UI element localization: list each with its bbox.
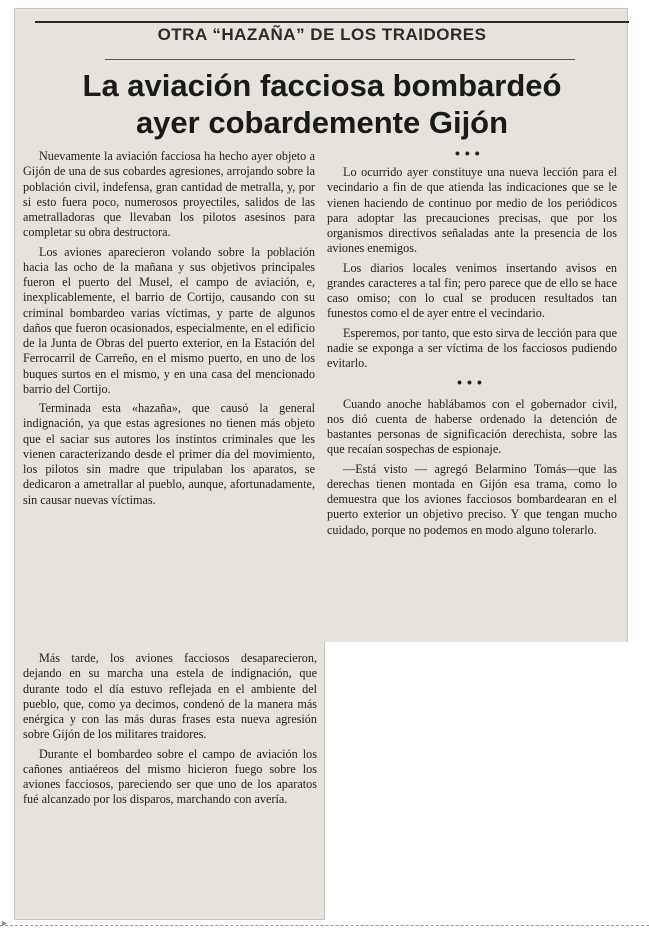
newspaper-clipping-bottom <box>14 641 325 920</box>
main-headline <box>15 67 629 141</box>
paragraph: Los aviones aparecieron volando sobre la población hacia las ocho de la mañana y sus objetivos principales fueron el puerto del Musel, el campo de aviación, e, inexplicablemente, el barrio de Cortijo, causando con su criminal bombardeo varias víctimas, y parte de algunos daños que fueron ocasionados, especialmente, en el edificio de la Junta de Obras del puerto exterior, en la Estación del Ferrocarril de Carreño, en el mismo puerto, en uno de los buques surtos en el mismo, y en una casa del mencionado barrio del Cortijo. <box>23 244 315 396</box>
paragraph: Esperemos, por tanto, que esto sirva de lección para que nadie se exponga a ser víctima de los facciosos pudiendo evitarlo. <box>327 325 617 370</box>
top-rule <box>35 21 629 23</box>
paragraph: Los diarios locales venimos insertando avisos en grandes caracteres a tal fin; pero parece que de ello se hace caso omiso; con lo cual se producen resultados tan funestos como el de ayer entre el vecindario. <box>327 260 617 321</box>
bottom-column <box>23 651 317 812</box>
separator-ornament: ••• <box>457 374 487 391</box>
headline-line-1: La aviación facciosa bombardeó <box>82 68 562 103</box>
left-column <box>23 149 315 512</box>
paragraph: Durante el bombardeo sobre el campo de aviación los cañones antiaéreos del mismo hicieron fuego sobre los aviones facciosos, pareciendo ser que uno de los aparatos fué alcanzado por los disparos, marchando con avería. <box>23 746 317 807</box>
paragraph: —Está visto — agregó Belarmino Tomás—que las derechas tienen montada en Gijón esa trama, como lo demuestra que los aviones facciosos bombardearan en el puerto exterior un objetivo preciso. Y que tengan mucho cuidado, porque no podemos en modo alguno tolerarlo. <box>327 461 617 537</box>
right-column <box>327 165 617 542</box>
paragraph: Terminada esta «hazaña», que causó la general indignación, ya que estas agresiones no tienen más objeto que el saciar sus autores los instintos criminales que les vienen caracterizando desde el primer día del movimiento, los pilotos sin madre que tripulaban los aparatos, se dedicaron a ametrallar al pueblo, aunque, afortunadamente, sin causar nuevas víctimas. <box>23 401 315 507</box>
separator-ornament: ••• <box>455 145 485 161</box>
kicker-headline: OTRA “HAZAÑA” DE LOS TRAIDORES <box>157 25 487 44</box>
paragraph: Cuando anoche hablábamos con el gobernador civil, nos dió cuenta de haberse ordenado la detención de bastantes personas de significación derechista, sobre las que recaían sospechas de espionaje. <box>327 396 617 457</box>
paragraph: Nuevamente la aviación facciosa ha hecho ayer objeto a Gijón de una de sus cobardes agresiones, arrojando sobre la población civil, indefensa, gran cantidad de metralla, y, por si esto fuera poco, numerosos proyectiles, salidos de las ametralladoras que llevaban los pilotos asesinos para completar su obra destructora. <box>23 149 315 240</box>
headline-line-2: ayer cobardemente Gijón <box>135 105 509 140</box>
paragraph: Lo ocurrido ayer constituye una nueva lección para el vecindario a fin de que atienda las indicaciones que se le vienen haciendo de continuo por medio de los periódicos para adoptar las precauciones precisas, que por los organismos directivos señaladas ante la presencia de los aviones enemigos. <box>327 165 617 256</box>
paragraph: Más tarde, los aviones facciosos desaparecieron, dejando en su marcha una estela de indignación, que durante todo el día estuvo reflejada en el ambiente del pueblo, que, como ya decimos, condenó de la manera más enérgica y con las más duras frases esta nueva agresión sobre Gijón de los militares traidores. <box>23 651 317 742</box>
newspaper-clipping-top <box>14 8 628 642</box>
page-border <box>0 925 649 926</box>
corner-marker-icon: ▸ <box>2 918 8 929</box>
kicker-rule <box>105 59 575 60</box>
